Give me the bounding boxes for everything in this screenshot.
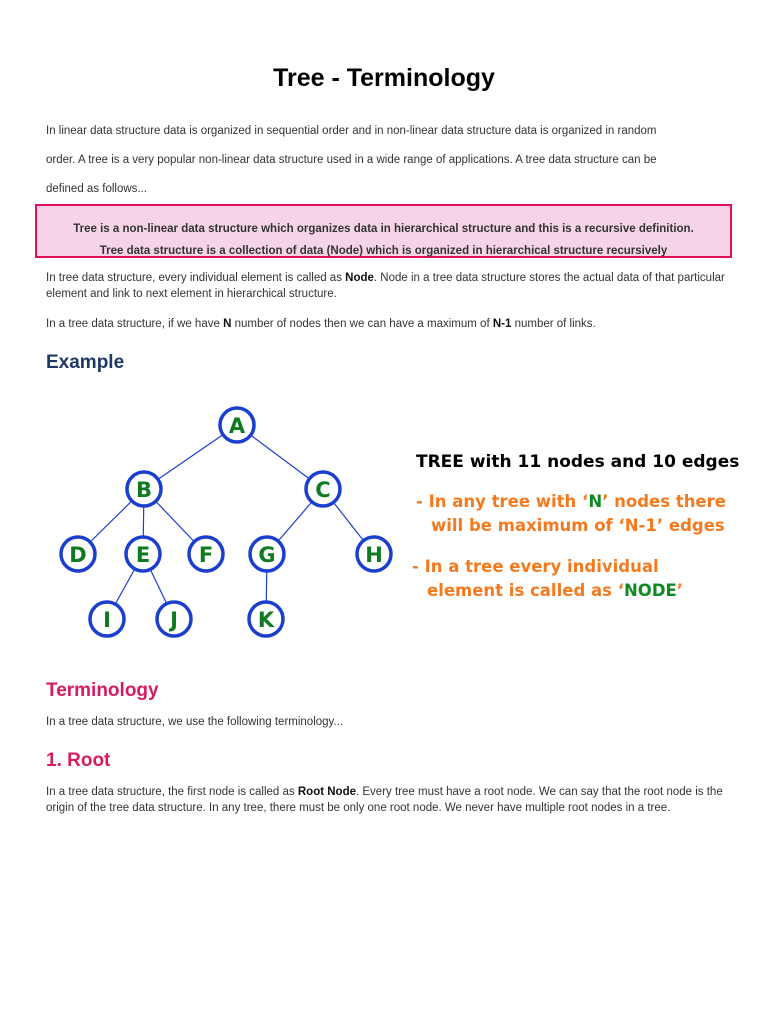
node-k-label: K bbox=[257, 608, 275, 632]
node-a-label: A bbox=[228, 414, 246, 438]
definition-box bbox=[35, 204, 732, 258]
intro-line-3: defined as follows... bbox=[46, 183, 148, 195]
node-para-before: In tree data structure, every individual element is called as bbox=[46, 272, 346, 284]
links-p1: In a tree data structure, if we have bbox=[46, 318, 224, 330]
node-g bbox=[250, 537, 284, 571]
b2-q2: ’ bbox=[676, 581, 684, 600]
node-j bbox=[157, 602, 191, 636]
node-i-label: I bbox=[103, 608, 111, 632]
tree-edges bbox=[78, 425, 374, 619]
example-heading: Example bbox=[46, 352, 125, 373]
b1-prefix: - In any tree with bbox=[416, 492, 583, 511]
root-para-after: . Every tree must have a root node. We can say that the root node is the origin of the tree data structure. In any tree, there must be only one root node. We never have multiple root nodes in a tree. bbox=[46, 786, 723, 814]
node-d-label: D bbox=[69, 543, 87, 567]
definition-line-2: Tree data structure is a collection of data (Node) which is organized in hierarchical structure recursively bbox=[99, 245, 668, 257]
node-paragraph bbox=[46, 270, 726, 302]
terminology-paragraph: In a tree data structure, we use the following terminology... bbox=[46, 716, 344, 728]
node-f-label: F bbox=[198, 543, 214, 567]
b1-q2: ’ bbox=[602, 492, 609, 511]
b1-line2a: will be maximum of bbox=[431, 516, 619, 535]
links-paragraph bbox=[46, 316, 726, 332]
intro-paragraph bbox=[46, 117, 726, 204]
node-c bbox=[306, 472, 340, 506]
terminology-heading: Terminology bbox=[46, 680, 159, 701]
links-p3: number of links. bbox=[511, 318, 596, 330]
intro-line-1: In linear data structure data is organized in sequential order and in non-linear data structure data is organized in random bbox=[46, 125, 657, 137]
tree-diagram bbox=[40, 395, 400, 650]
node-f bbox=[189, 537, 223, 571]
page-title: Tree - Terminology bbox=[273, 64, 495, 92]
tree-caption: TREE with 11 nodes and 10 edges bbox=[416, 452, 740, 472]
node-d bbox=[61, 537, 95, 571]
b1-line2b: edges bbox=[663, 516, 725, 535]
node-e-label: E bbox=[135, 543, 151, 567]
node-c-label: C bbox=[315, 478, 331, 502]
node-b-label: B bbox=[135, 478, 153, 502]
node-a bbox=[220, 408, 254, 442]
root-para-bold: Root Node bbox=[297, 786, 356, 798]
b2-q1: ‘ bbox=[617, 581, 624, 600]
definition-line-1: Tree is a non-linear data structure which organizes data in hierarchical structure and this is a recursive definition. bbox=[73, 223, 694, 235]
node-h bbox=[357, 537, 391, 571]
b1-n: N bbox=[588, 492, 603, 511]
root-paragraph bbox=[46, 784, 726, 816]
node-e bbox=[126, 537, 160, 571]
node-k bbox=[249, 602, 283, 636]
tree-bullet-edges bbox=[416, 490, 726, 538]
b1-mid: nodes there bbox=[608, 492, 726, 511]
intro-line-2: order. A tree is a very popular non-linear data structure used in a wide range of applications. A tree data structure can be bbox=[46, 154, 657, 166]
links-p2: number of nodes then we can have a maximum of bbox=[231, 318, 493, 330]
node-j-label: J bbox=[170, 608, 178, 632]
bullet-edges-line-1 bbox=[416, 490, 726, 514]
node-para-bold: Node bbox=[345, 272, 374, 284]
b2-node: NODE bbox=[623, 581, 677, 600]
b1-n1: N-1 bbox=[624, 516, 657, 535]
tree-bullet-node bbox=[412, 555, 683, 603]
node-i bbox=[90, 602, 124, 636]
bullet-edges-line-2 bbox=[416, 514, 726, 538]
node-h-label: H bbox=[365, 543, 383, 567]
b1-q1: ‘ bbox=[582, 492, 589, 511]
b1-q4: ’ bbox=[656, 516, 664, 535]
b2-line2a: element is called as bbox=[427, 581, 618, 600]
root-para-before: In a tree data structure, the first node is called as bbox=[46, 786, 298, 798]
root-heading: 1. Root bbox=[46, 750, 111, 771]
b1-q3: ‘ bbox=[618, 516, 625, 535]
node-g-label: G bbox=[258, 543, 276, 567]
bullet-node-line-2 bbox=[412, 579, 683, 603]
node-b bbox=[127, 472, 161, 506]
links-b2: N-1 bbox=[492, 318, 512, 330]
links-b1: N bbox=[223, 318, 232, 330]
node-para-after: . Node in a tree data structure stores the actual data of that particular element and link to next element in hierarchical structure. bbox=[46, 272, 725, 300]
bullet-node-line-1: - In a tree every individual bbox=[412, 557, 659, 576]
